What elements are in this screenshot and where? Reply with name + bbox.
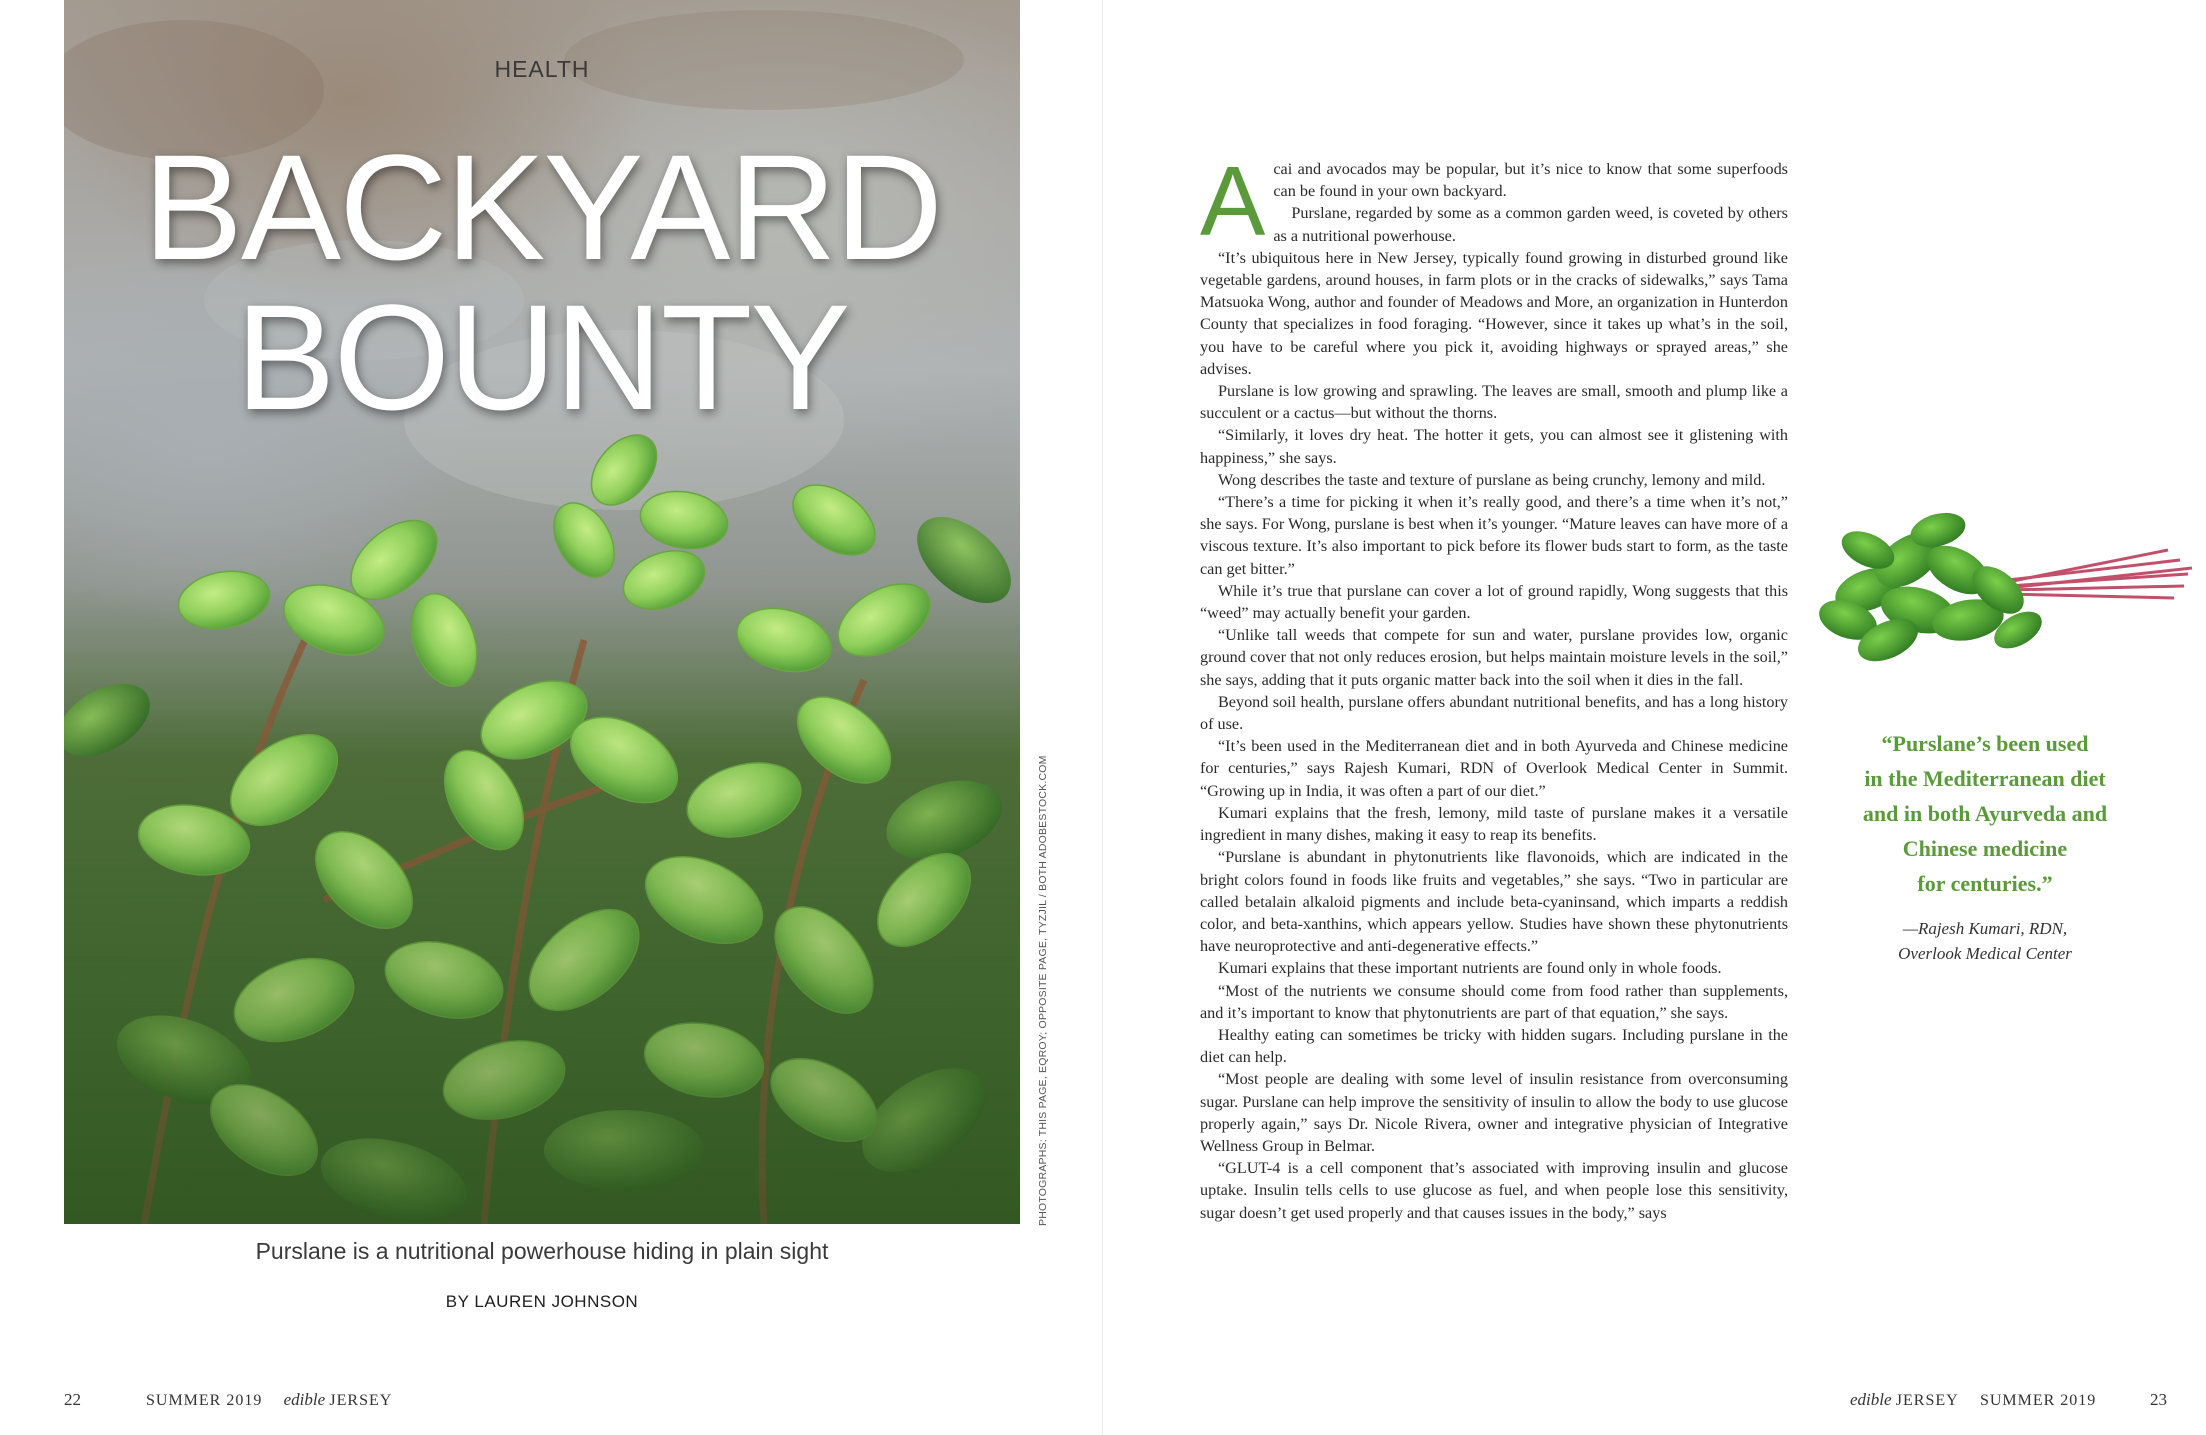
article-paragraph: “Purslane is abundant in phytonutrients like flavonoids, which are indicated in the bright colors found in foods like fruits and vegetables,” she says. “Two in particular are called betalain alkaloid pigments and include beta-cyaninsand, which imparts a reddish color, and beta-xanthins, which appears yellow. Studies have shown these phytonutrients have neuroprotective and anti-degenerative effects.” bbox=[1200, 848, 1788, 956]
attribution-line: —Rajesh Kumari, RDN, bbox=[1902, 919, 2068, 938]
pull-quote bbox=[1840, 726, 2130, 901]
article-body bbox=[1200, 146, 1788, 1224]
folio-brand-rest-left: JERSEY bbox=[329, 1392, 393, 1409]
purslane-bunch-image bbox=[1808, 490, 2194, 670]
article-paragraph: “Similarly, it loves dry heat. The hotter it gets, you can almost see it glistening with happiness,” she says. bbox=[1200, 426, 1788, 467]
pull-quote-line: for centuries.” bbox=[1917, 871, 2053, 896]
article-paragraph: “Unlike tall weeds that compete for sun and water, purslane provides low, organic ground cover that not only reduces erosion, but helps maintain moisture levels in the soil,” she says, adding that it puts organic matter back into the soil when it dies in the fall. bbox=[1200, 626, 1788, 689]
folio-page-number-left: 22 bbox=[64, 1390, 81, 1409]
folio-brand-italic-left: edible bbox=[283, 1390, 326, 1409]
section-label: HEALTH bbox=[494, 56, 590, 82]
folio-right bbox=[1850, 1390, 2096, 1410]
drop-cap: A bbox=[1200, 146, 1266, 256]
headline-line-2: BOUNTY bbox=[235, 273, 849, 441]
folio-season-left: SUMMER 2019 bbox=[146, 1392, 263, 1409]
article-paragraph: Kumari explains that these important nutrients are found only in whole foods. bbox=[1218, 959, 1722, 978]
pull-quote-attribution bbox=[1840, 916, 2130, 966]
article-paragraph: “It’s been used in the Mediterranean diet and in both Ayurveda and Chinese medicine for centuries,” says Rajesh Kumari, RDN of Overlook Medical Center in Summit. “Growing up in India, it was often a part of our diet.” bbox=[1200, 737, 1788, 800]
article-paragraph: Purslane is low growing and sprawling. The leaves are small, smooth and plump like a succulent or a cactus—but without the thorns. bbox=[1200, 382, 1788, 423]
article-paragraph: cai and avocados may be popular, but it’s nice to know that some superfoods can be found in your own backyard. bbox=[1273, 160, 1788, 201]
article-paragraph: Kumari explains that the fresh, lemony, mild taste of purslane makes it a versatile ingredient in many dishes, making it easy to reap its benefits. bbox=[1200, 803, 1788, 845]
article-paragraph: “It’s ubiquitous here in New Jersey, typically found growing in disturbed ground like vegetable gardens, around houses, in farm plots or in the cracks of sidewalks,” says Tama Matsuoka Wong, author and founder of Meadows and More, an organization in Hunterdon County that specializes in food foraging. “However, since it takes up what’s in the soil, you have to be careful where you pick it, avoiding highways or sprayed areas,” she advises. bbox=[1200, 248, 1788, 378]
folio-brand-italic-right: edible bbox=[1850, 1390, 1892, 1409]
article-deck: Purslane is a nutritional powerhouse hiding in plain sight bbox=[255, 1238, 829, 1264]
article-paragraph: Healthy eating can sometimes be tricky with hidden sugars. Including purslane in the diet can help. bbox=[1200, 1025, 1788, 1067]
article-paragraph: While it’s true that purslane can cover a lot of ground rapidly, Wong suggests that this “weed” may actually benefit your garden. bbox=[1200, 581, 1788, 623]
pull-quote-line: “Purslane’s been used bbox=[1881, 731, 2089, 756]
folio-brand-rest-right: JERSEY bbox=[1895, 1392, 1959, 1409]
article-paragraph: Beyond soil health, purslane offers abundant nutritional benefits, and has a long history of use. bbox=[1200, 692, 1788, 734]
byline: BY LAUREN JOHNSON bbox=[445, 1292, 639, 1311]
folio-page-number-right: 23 bbox=[2150, 1390, 2167, 1409]
attribution-line: Overlook Medical Center bbox=[1898, 944, 2072, 963]
article-paragraph: “GLUT-4 is a cell component that’s associated with improving insulin and glucose uptake. Insulin tells cells to use glucose as fuel, and when people lose this sensitivity, sugar doesn’t get used properly and that causes issues in the body,” says bbox=[1200, 1159, 1788, 1222]
article-paragraph: Purslane, regarded by some as a common garden weed, is coveted by others as a nutritional powerhouse. bbox=[1273, 204, 1788, 245]
article-paragraph: “Most people are dealing with some level of insulin resistance from overconsuming sugar. Purslane can help improve the sensitivity of insulin to allow the body to use glucose properly again,” says Dr. Nicole Rivera, owner and integrative physician of Integrative Wellness Group in Belmar. bbox=[1200, 1070, 1788, 1155]
pull-quote-line: Chinese medicine bbox=[1902, 836, 2068, 861]
article-paragraph: Wong describes the taste and texture of purslane as being crunchy, lemony and mild. bbox=[1218, 470, 1766, 489]
purslane-photo bbox=[64, 0, 1020, 1224]
pull-quote-line: in the Mediterranean diet bbox=[1864, 766, 2106, 791]
article-paragraph: “Most of the nutrients we consume should come from food rather than supplements, and it’s important to know that phytonutrients are part of that equation,” she says. bbox=[1200, 981, 1788, 1022]
headline-line-1: BACKYARD bbox=[142, 123, 942, 291]
article-paragraph: “There’s a time for picking it when it’s really good, and there’s a time when it’s not,” she says. For Wong, purslane is best when it’s younger. “Mature leaves can have more of a viscous texture. It’s also important to pick before its flower buds start to form, as the taste can get bitter.” bbox=[1200, 493, 1788, 578]
pull-quote-line: and in both Ayurveda and bbox=[1862, 801, 2108, 826]
photo-credit: PHOTOGRAPHS: THIS PAGE, EQROY; OPPOSITE PAGE, TYZJIL / BOTH ADOBESTOCK.COM bbox=[1037, 755, 1049, 1226]
folio-season-right: SUMMER 2019 bbox=[1979, 1392, 2097, 1409]
folio-left bbox=[146, 1390, 392, 1410]
